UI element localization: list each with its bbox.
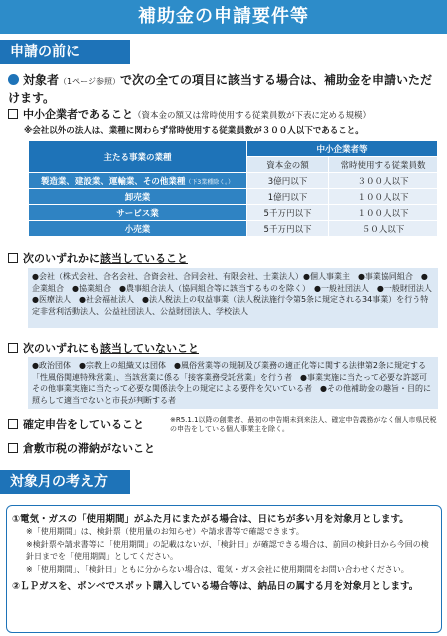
excluded-entities-box: ●政治団体 ●宗教上の組織又は団体 ●風俗営業等の規制及び業務の適正化等に関する法律第2条に規定する「性風俗関連特殊営業」、当該営業に係る「接客業務受託営業」を行う者 ●事業実施に当たって必要な許認可その他事業実施に当たって必要な関係法令上の規定による要件を欠いている者 ●その他補助金の趣旨・目的に照らして適当でないと市長が判断する者 — [28, 357, 438, 409]
target-month-note: ※「使用期間」、「検針日」ともに分からない場合は、電気・ガス会社に使用期間をお問い合わせください。 — [26, 564, 409, 574]
table-cell-employees: ５０人以下 — [329, 221, 438, 237]
req5-heading: 倉敷市税の滞納がないこと — [23, 442, 155, 455]
section-heading-target-month: 対象月の考え方 — [0, 470, 130, 494]
req1-note2: ※会社以外の法人は、業種に関わらず常時使用する従業員数が３００人以下であること。 — [24, 126, 364, 136]
table-cell-employees: １００人以下 — [329, 189, 438, 205]
target-month-note: ※検針票や請求書等に「使用期間」の記載はないが、「検針日」が確認できる場合は、前回の検針日から今回の検針日までを「使用期間」としてください。 — [26, 539, 429, 561]
table-cell-capital: 1億円以下 — [247, 189, 329, 205]
applicable-entities-box: ●会社（株式会社、合名会社、合資会社、合同会社、有限会社、士業法人）●個人事業主 ●事業協同組合 ●企業組合 ●協業組合 ●農事組合法人（協同組合等に該当するものを除く） ●一般社団法人 ●一般財団法人 ●医療法人 ●社会福祉法人 ●法人税法上の収益事業（法人税法施行令第5条に規定される34事業）を行う特定非営利活動法人、公益社団法人、公益財団法人、学校法人 — [28, 268, 438, 328]
table-cell-industry: 小売業 — [29, 221, 247, 237]
table-header-capital: 資本金の額 — [247, 157, 329, 173]
requirement-tax-return — [8, 416, 444, 432]
target-month-rule-1: ①電気・ガスの「使用期間」がふた月にまたがる場合は、日にちが多い月を対象月とします。 — [12, 514, 409, 525]
req1-heading: 中小企業者であること — [23, 108, 133, 121]
eligibility-intro — [8, 72, 440, 107]
table-row — [29, 221, 438, 237]
requirement-applicable — [8, 250, 188, 266]
table-cell-employees: １００人以下 — [329, 205, 438, 221]
req4-heading: 確定申告をしていること — [23, 418, 144, 431]
table-row — [29, 189, 438, 205]
req3-heading-underline: 該当していないこと — [100, 342, 199, 355]
req1-note: （資本金の額又は常時使用する従業員数が下表に定める規模） — [133, 111, 372, 121]
requirement-not-applicable — [8, 340, 199, 356]
table-header-sme: 中小企業者等 — [247, 141, 438, 157]
target-month-note: ※「使用期間」は、検針票（使用量のお知らせ）や請求書等で確認できます。 — [26, 527, 304, 536]
table-row — [29, 205, 438, 221]
table-cell-capital: 3億円以下 — [247, 173, 329, 189]
section-heading-before-applying: 申請の前に — [0, 40, 130, 64]
intro-text: で次の全ての項目に該当する場合は、補助金を申請いただけます。 — [8, 73, 432, 105]
checkbox-icon — [8, 443, 18, 453]
sme-criteria-table — [28, 140, 438, 237]
req2-heading-underline: 該当していること — [100, 252, 188, 265]
table-cell-employees: ３００人以下 — [329, 173, 438, 189]
table-header-industry: 主たる事業の業種 — [29, 141, 247, 173]
req2-heading: 次のいずれかに — [23, 252, 100, 265]
checkbox-icon — [8, 343, 18, 353]
target-month-box — [6, 505, 442, 633]
table-cell-capital: 5千万円以下 — [247, 205, 329, 221]
intro-target: 対象者 — [23, 73, 60, 87]
req3-heading: 次のいずれにも — [23, 342, 100, 355]
table-row — [29, 173, 438, 189]
requirement-no-tax-arrears — [8, 440, 155, 456]
bullet-dot-icon — [8, 74, 19, 85]
intro-ref: （1ページ参照） — [59, 77, 120, 86]
checkbox-icon — [8, 253, 18, 263]
table-cell-industry: 製造業、建設業、運輸業、その他業種（下3業種除く。） — [29, 173, 247, 189]
table-cell-industry: 卸売業 — [29, 189, 247, 205]
table-header-employees: 常時使用する従業員数 — [329, 157, 438, 173]
requirement-sme — [8, 108, 444, 138]
table-cell-industry: サービス業 — [29, 205, 247, 221]
table-cell-capital: 5千万円以下 — [247, 221, 329, 237]
checkbox-icon — [8, 109, 18, 119]
checkbox-icon — [8, 419, 18, 429]
target-month-rule-2: ②ＬＰガスを、ボンベでスポット購入している場合等は、納品日の属する月を対象月とします。 — [12, 581, 419, 592]
page-title: 補助金の申請要件等 — [0, 0, 447, 34]
req4-note: ※R5.1.1以降の創業者、最初の申告期未到来法人、確定申告義務がなく個人市県民税の申告をしている個人事業主を除く。 — [170, 416, 437, 433]
